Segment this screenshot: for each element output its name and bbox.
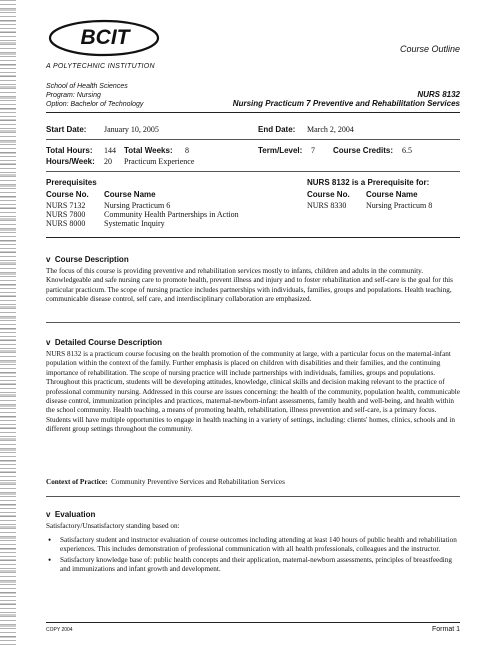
evaluation-item: • Satisfactory knowledge base of: public health concepts and their application, maternal-newborn assessments, principles of breastfeeding and immunizations and infant growth and development. [46,556,460,575]
start-date-label: Start Date: [46,125,87,134]
term-level-label: Term/Level: [258,146,303,155]
context-of-practice-label: Context of Practice: [46,478,108,486]
course-code: NURS 8132 [417,90,460,99]
prereq-for-row-no: NURS 8330 [307,201,347,210]
program-name: Program: Nursing [46,92,101,99]
option-name: Option: Bachelor of Technology [46,101,144,108]
document-type: Course Outline [399,44,460,54]
prereq-for-col-course-name: Course Name [366,190,418,199]
end-date-value: March 2, 2004 [307,125,354,134]
prereq-row-no: NURS 7132 [46,201,86,210]
hours-week-value: 20 [104,157,112,166]
evaluation-heading [46,510,95,519]
prerequisites-heading: Prerequisites [46,178,97,187]
prereq-col-course-name: Course Name [104,190,156,199]
prereq-for-row-name: Nursing Practicum 8 [366,201,433,210]
section-chevron-icon: v [46,510,51,519]
info-divider-2 [46,171,460,172]
prereq-col-course-no: Course No. [46,190,89,199]
evaluation-title: Evaluation [54,510,96,519]
prereq-row-no: NURS 7800 [46,210,86,219]
scan-edge-artifact [0,0,16,647]
total-hours-value: 144 [104,146,116,155]
tagline: A POLYTECHNIC INSTITUTION [46,63,155,70]
prereq-divider [46,237,460,238]
prereq-row-name: Systematic Inquiry [104,219,165,228]
footer-divider [46,622,460,623]
detailed-description-heading [46,338,162,347]
course-description-title: Course Description [54,255,129,264]
info-divider-1 [46,139,460,140]
total-weeks-value: 8 [185,146,189,155]
start-date-value: January 10, 2005 [104,125,159,134]
context-of-practice [46,478,285,486]
evaluation-item: • Satisfactory student and instructor evaluation of course outcomes including attending at least 140 hours of public health and rehabilitation experiences. This includes demonstration of professional communication with all health professionals, colleagues and the instructor. [46,536,460,555]
course-description-heading [46,255,129,264]
term-level-value: 7 [311,146,315,155]
school-name: School of Health Sciences [46,83,128,90]
bcit-logo [46,12,166,67]
prerequisite-for-heading: NURS 8132 is a Prerequisite for: [307,178,430,187]
prereq-row-no: NURS 8000 [46,219,86,228]
course-credits-value: 6.5 [402,146,412,155]
course-description-text: The focus of this course is providing preventive and rehabilitation services mostly to infants, children and adults in the community. Knowledgeable and safe nursing care to promote health, prevent illness and injury and to foster rehabilitation and self-care is the goal for this particular practicum. The scope of nursing practice includes partnerships with individuals, families, groups and populations. Health teaching, communicable disease control, self care, and interdisciplinary collaboration are emphasized. [46,267,453,304]
total-weeks-label: Total Weeks: [124,146,173,155]
school-info [46,82,143,109]
prereq-row-name: Community Health Partnerships in Action [104,210,239,219]
hours-week-description: Practicum Experience [124,157,195,166]
course-title: Nursing Practicum 7 Preventive and Rehabilitation Services [232,99,460,108]
section-chevron-icon: v [46,255,51,264]
hours-week-label: Hours/Week: [46,157,95,166]
svg-text:BCIT: BCIT [80,26,130,49]
context-of-practice-value: Community Preventive Services and Rehabilitation Services [111,478,285,486]
course-credits-label: Course Credits: [333,146,394,155]
header-divider [46,112,460,113]
section-chevron-icon: v [46,338,51,347]
footer-copyright: COPY 2004 [46,627,73,633]
description-divider [46,322,460,323]
detailed-divider [46,496,460,497]
prereq-row-name: Nursing Practicum 6 [104,201,171,210]
total-hours-label: Total Hours: [46,146,93,155]
end-date-label: End Date: [258,125,296,134]
prereq-for-col-course-no: Course No. [307,190,350,199]
evaluation-intro: Satisfactory/Unsatisfactory standing based on: [46,522,180,530]
detailed-description-title: Detailed Course Description [54,338,163,347]
footer-format: Format 1 [431,626,460,633]
evaluation-list [46,536,460,576]
detailed-description-text: NURS 8132 is a practicum course focusing on the health promotion of the community at large, with a particular focus on the maternal-infant population within the context of the family. Further emphasis is placed on children with disabilities and their families, and the continuing importance of rehabilitation. The scope of nursing practice will include partnerships with individuals, families, groups and populations. Throughout this practicum, students will be developing attitudes, knowledge, clinical skills and decision making relevant to the practice of professional community nursing. Addressed in this course are issues concerning: the health of the community, population health, communicable disease control, immunization principles and practices, maternal-newborn-infant assessments, family health and well-being, and health within the school community. Health teaching, a means of promoting health, rehabilitation, illness prevention and self-care, is a primary focus. Students will have multiple opportunities to engage in health teaching in a variety of settings, including: clients' homes, clinics, schools and in different group settings throughout the community. [46,350,460,434]
